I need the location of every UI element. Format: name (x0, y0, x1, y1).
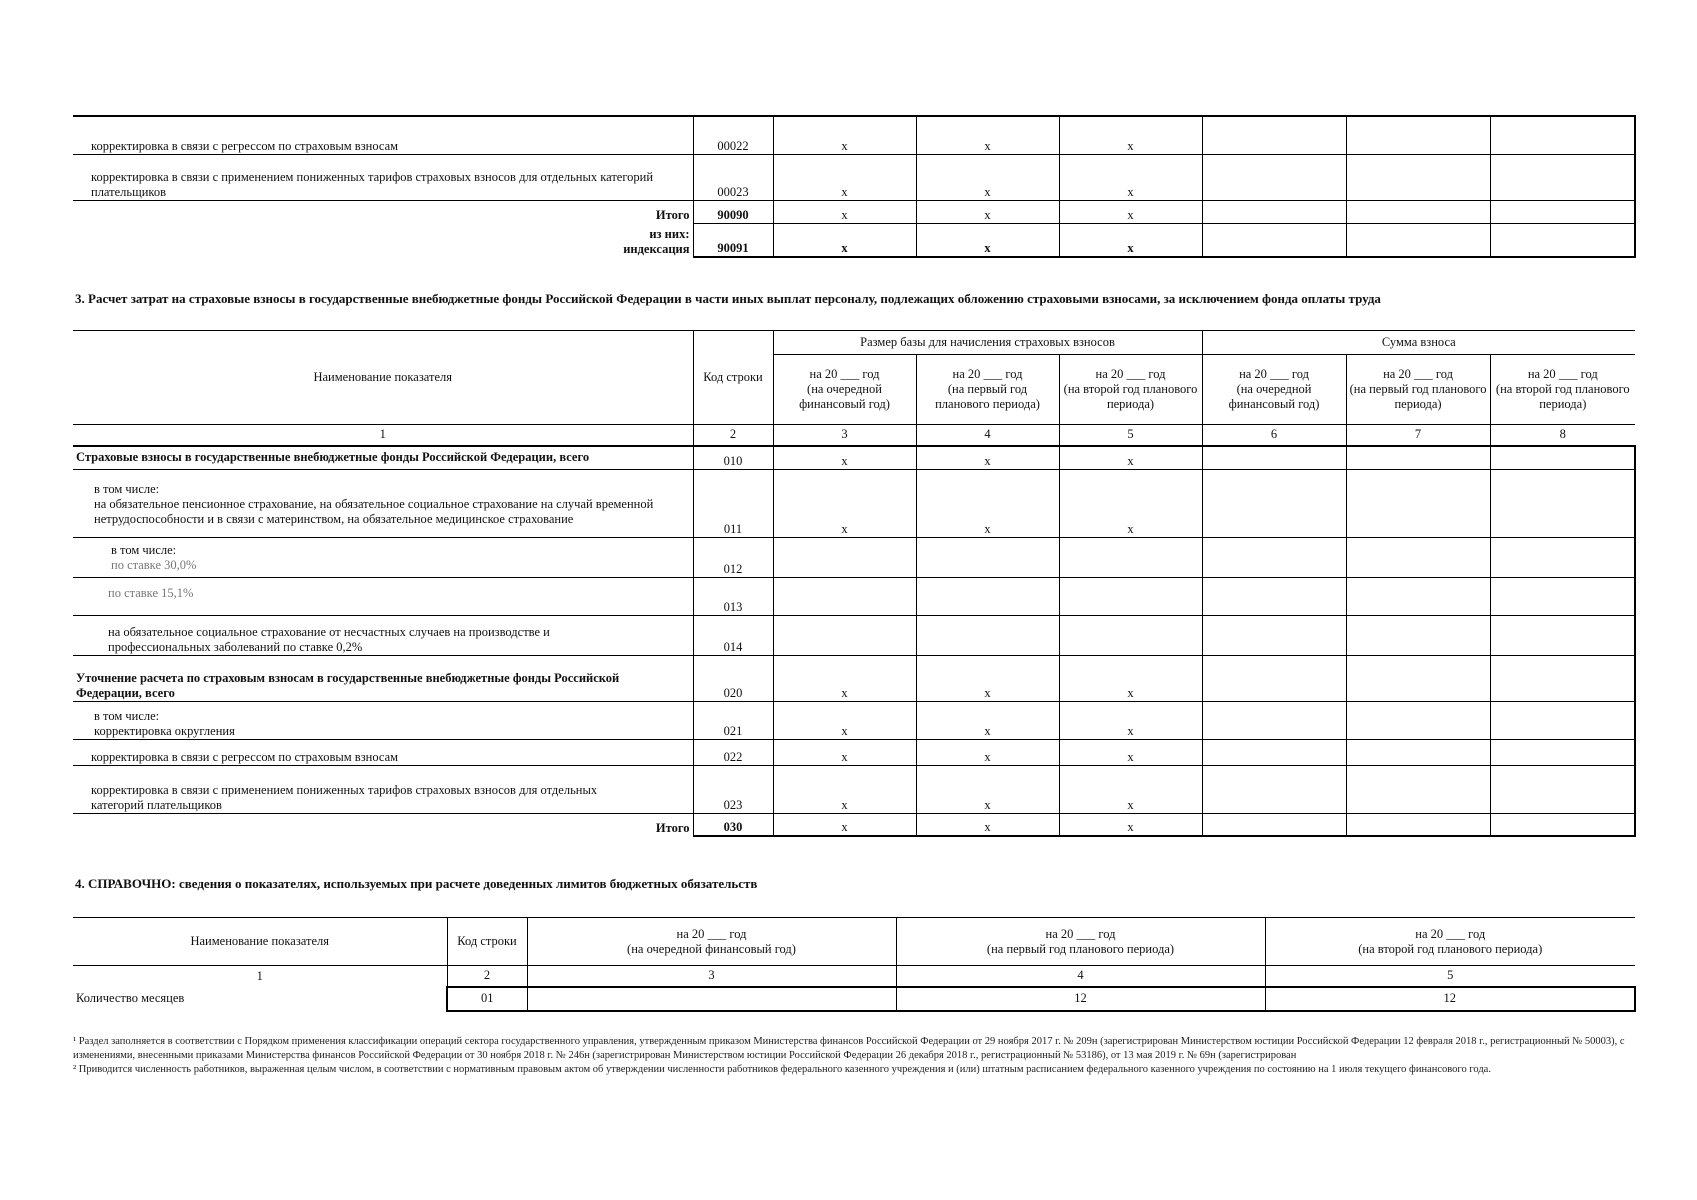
table-row (73, 470, 1635, 538)
col-number: 5 (1447, 968, 1454, 983)
year-line: на 20 ___ год (1239, 367, 1309, 381)
value-cell[interactable] (773, 578, 916, 616)
value-cell[interactable] (773, 538, 916, 578)
x-cell: x (1059, 656, 1202, 702)
x-cell: x (773, 814, 916, 836)
footnote-2: ² Приводится численность работников, выраженная целым числом, в соответствии с нормативным правовым актом об утверждении численности работников федерального казенного учреждения и (или) штатным расписанием федерального казенного учреждения по состоянию на 1 июля текущего финансового года. (73, 1064, 1491, 1075)
row-name: Количество месяцев (76, 991, 185, 1005)
value-cell[interactable] (1346, 656, 1490, 702)
value-cell[interactable] (1059, 616, 1202, 656)
year-line: на 20 ___ год (952, 367, 1023, 381)
period-label: (на первый год планового периода) (1349, 382, 1487, 411)
col-number: 7 (1346, 425, 1490, 446)
row-name-a: из них: (649, 227, 690, 241)
value-cell[interactable] (1490, 154, 1635, 200)
value-cell[interactable] (1346, 814, 1490, 836)
table-row (73, 578, 1635, 616)
x-cell: x (1059, 702, 1202, 740)
year-line: на 20 ___ год (676, 926, 747, 941)
x-cell: x (1059, 154, 1202, 200)
value-cell[interactable] (1490, 702, 1635, 740)
value-cell[interactable] (1059, 538, 1202, 578)
row-name-text: корректировка округления (94, 724, 235, 738)
row-name: корректировка в связи с регрессом по страховым взносам (73, 740, 693, 766)
row-prefix: в том числе: (94, 709, 160, 723)
value-cell[interactable] (1202, 616, 1346, 656)
value-cell[interactable]: 12 (896, 987, 1265, 1011)
x-cell: x (1059, 446, 1202, 470)
value-cell[interactable] (1202, 740, 1346, 766)
section-4-title: 4. СПРАВОЧНО: сведения о показателях, используемых при расчете доведенных лимитов бюджетных обязательств (75, 876, 758, 891)
value-cell[interactable] (1346, 740, 1490, 766)
row-name-text: по ставке 30,0% (111, 558, 197, 572)
year-line: на 20 ___ год (809, 367, 880, 381)
year-line: на 20 ___ год (1415, 926, 1486, 941)
value-cell[interactable]: 12 (1265, 987, 1635, 1011)
section-3-table (73, 330, 1636, 837)
value-cell[interactable] (916, 616, 1059, 656)
col-header-year (1490, 355, 1635, 425)
header-row (73, 331, 1635, 355)
value-cell[interactable] (773, 616, 916, 656)
period-label: (на очередной финансовый год) (1228, 382, 1320, 411)
x-cell: x (916, 740, 1059, 766)
value-cell[interactable] (1202, 578, 1346, 616)
value-cell[interactable] (1202, 154, 1346, 200)
value-cell[interactable] (527, 987, 896, 1011)
x-cell: x (773, 446, 916, 470)
row-code: 00023 (693, 154, 773, 200)
table-row (73, 538, 1635, 578)
x-cell: x (773, 702, 916, 740)
row-name: Итого (73, 200, 693, 223)
row-code: 00022 (693, 116, 773, 154)
value-cell[interactable] (1346, 200, 1490, 223)
x-cell: x (773, 656, 916, 702)
row-name (73, 538, 693, 578)
table-row (73, 656, 1635, 702)
row-name: Итого (73, 814, 693, 836)
value-cell[interactable] (1490, 446, 1635, 470)
x-cell: x (916, 702, 1059, 740)
value-cell[interactable] (1346, 766, 1490, 814)
row-code: 012 (693, 538, 773, 578)
value-cell[interactable] (1490, 538, 1635, 578)
value-cell[interactable] (1346, 616, 1490, 656)
table-row (73, 223, 1635, 257)
col-header-year (773, 355, 916, 425)
column-numbers-row (73, 425, 1635, 446)
row-code: 023 (693, 766, 773, 814)
x-cell: x (1059, 116, 1202, 154)
table-row (73, 987, 1635, 1011)
col-header-year (1202, 355, 1346, 425)
year-line: на 20 ___ год (1095, 367, 1166, 381)
x-cell: x (1059, 223, 1202, 257)
row-name: корректировка в связи с применением пониженных тарифов страховых взносов для отдельных категорий плательщиков (73, 154, 693, 200)
table-row (73, 154, 1635, 200)
value-cell[interactable] (916, 538, 1059, 578)
row-name: корректировка в связи с регрессом по страховым взносам (73, 116, 693, 154)
value-cell[interactable] (1202, 200, 1346, 223)
value-cell[interactable] (916, 578, 1059, 616)
table-row (73, 766, 1635, 814)
value-cell[interactable] (1346, 578, 1490, 616)
table-row (73, 200, 1635, 223)
row-code: 021 (693, 702, 773, 740)
col-header-year (1059, 355, 1202, 425)
x-cell: x (916, 200, 1059, 223)
col-header-code: Код строки (447, 918, 527, 966)
value-cell[interactable] (1490, 116, 1635, 154)
value-cell[interactable] (1490, 470, 1635, 538)
row-code: 90091 (693, 223, 773, 257)
year-line: на 20 ___ год (1045, 926, 1116, 941)
x-cell: x (773, 740, 916, 766)
x-cell: x (1059, 814, 1202, 836)
col-number: 1 (256, 968, 263, 983)
row-code: 014 (693, 616, 773, 656)
row-name: корректировка в связи с применением пониженных тарифов страховых взносов для отдельных категорий плательщиков (73, 766, 693, 814)
value-cell[interactable] (1202, 446, 1346, 470)
year-line: на 20 ___ год (1527, 367, 1598, 381)
period-label: (на очередной финансовый год) (799, 382, 890, 411)
value-cell[interactable] (1490, 740, 1635, 766)
row-code: 010 (693, 446, 773, 470)
value-cell[interactable] (1346, 116, 1490, 154)
x-cell: x (916, 223, 1059, 257)
col-header-year (1346, 355, 1490, 425)
x-cell: x (1059, 470, 1202, 538)
x-cell: x (916, 814, 1059, 836)
period-label: (на первый год планового периода) (935, 382, 1040, 411)
row-prefix: в том числе: (111, 543, 177, 557)
value-cell[interactable] (1346, 470, 1490, 538)
col-number: 3 (527, 966, 896, 987)
row-name (73, 470, 693, 538)
col-header-year (896, 918, 1265, 966)
value-cell[interactable] (1490, 578, 1635, 616)
table-row (73, 116, 1635, 154)
col-header-year (527, 918, 896, 966)
x-cell: x (916, 116, 1059, 154)
col-number: 6 (1202, 425, 1346, 446)
section-3-title: 3. Расчет затрат на страховые взносы в государственные внебюджетные фонды Российской Федерации в части иных выплат персоналу, подлежащих обложению страховыми взносами, за исключением фонда оплаты труда (75, 291, 1381, 306)
value-cell[interactable] (1346, 702, 1490, 740)
col-number: 4 (896, 966, 1265, 987)
value-cell[interactable] (1490, 616, 1635, 656)
col-number: 4 (916, 425, 1059, 446)
x-cell: x (773, 116, 916, 154)
col-header-year (916, 355, 1059, 425)
section-4-table (73, 917, 1636, 1012)
period-label: (на первый год планового периода) (986, 941, 1175, 956)
value-cell[interactable] (1059, 578, 1202, 616)
x-cell: x (773, 154, 916, 200)
value-cell[interactable] (1346, 223, 1490, 257)
value-cell[interactable] (1490, 656, 1635, 702)
col-number: 2 (447, 966, 527, 987)
table-row (73, 740, 1635, 766)
row-code: 030 (693, 814, 773, 836)
value-cell[interactable] (1202, 538, 1346, 578)
col-group-base: Размер базы для начисления страховых взносов (773, 331, 1202, 355)
x-cell: x (916, 656, 1059, 702)
row-code: 01 (447, 987, 527, 1011)
continuation-table (73, 115, 1636, 258)
row-code: 022 (693, 740, 773, 766)
col-header-code: Код строки (693, 331, 773, 425)
row-code: 020 (693, 656, 773, 702)
header-row (73, 918, 1635, 966)
value-cell[interactable] (1346, 446, 1490, 470)
x-cell: x (773, 766, 916, 814)
col-number: 1 (379, 427, 386, 442)
col-number: 8 (1559, 427, 1566, 442)
x-cell: x (916, 154, 1059, 200)
col-number: 5 (1059, 425, 1202, 446)
value-cell[interactable] (1490, 766, 1635, 814)
column-numbers-row (73, 966, 1635, 987)
x-cell: x (916, 470, 1059, 538)
col-number: 3 (773, 425, 916, 446)
value-cell[interactable] (1202, 116, 1346, 154)
row-prefix: в том числе: (94, 482, 160, 496)
row-name: Страховые взносы в государственные внебюджетные фонды Российской Федерации, всего (73, 446, 693, 470)
value-cell[interactable] (1202, 702, 1346, 740)
x-cell: x (1059, 200, 1202, 223)
period-label: (на очередной финансовый год) (627, 941, 796, 956)
x-cell: x (773, 223, 916, 257)
value-cell[interactable] (1202, 656, 1346, 702)
x-cell: x (773, 470, 916, 538)
table-row (73, 446, 1635, 470)
value-cell[interactable] (1490, 200, 1635, 223)
value-cell[interactable] (1490, 814, 1635, 836)
period-label: (на второй год планового периода) (1358, 941, 1543, 956)
col-group-sum: Сумма взноса (1202, 331, 1635, 355)
value-cell[interactable] (1202, 814, 1346, 836)
x-cell: x (916, 446, 1059, 470)
col-header-year (1265, 918, 1635, 966)
value-cell[interactable] (1346, 538, 1490, 578)
row-code: 013 (693, 578, 773, 616)
x-cell: x (916, 766, 1059, 814)
x-cell: x (1059, 766, 1202, 814)
table-row (73, 814, 1635, 836)
footnote-1: ¹ Раздел заполняется в соответствии с Порядком применения классификации операций сектора государственного управления, утвержденным приказом Министерства финансов Российской Федерации от 29 ноября 2017 г. № 209н (зарегистрирован Министерством юстиции Российской Федерации 12 февраля 2018 г., регистрационный № 50003), с изменениями, внесенными приказами Министерства финансов Российской Федерации от 30 ноября 2018 г. № 246н (зарегистрирован Министерством юстиции Российской Федерации 26 декабря 2018 г., регистрационный № 53186), от 13 мая 2019 г. № 69н (зарегистрирован (73, 1036, 1625, 1061)
value-cell[interactable] (1346, 154, 1490, 200)
period-label: (на второй год планового периода) (1063, 382, 1198, 411)
row-name-text: на обязательное пенсионное страхование, на обязательное социальное страхование на случай временной нетрудоспособности и в связи с материнством, на обязательное медицинское страхование (94, 497, 654, 526)
x-cell: x (773, 200, 916, 223)
year-line: на 20 ___ год (1383, 367, 1453, 381)
value-cell[interactable] (1202, 470, 1346, 538)
value-cell[interactable] (1202, 223, 1346, 257)
col-header-name: Наименование показателя (73, 918, 447, 966)
row-name (73, 702, 693, 740)
period-label: (на второй год планового периода) (1495, 382, 1630, 411)
row-code: 011 (693, 470, 773, 538)
table-row (73, 702, 1635, 740)
value-cell[interactable] (1490, 223, 1635, 257)
row-name: на обязательное социальное страхование от несчастных случаев на производстве и профессиональных заболеваний по ставке 0,2% (73, 616, 693, 656)
x-cell: x (1059, 740, 1202, 766)
row-name (73, 223, 693, 257)
table-row (73, 616, 1635, 656)
row-name: по ставке 15,1% (73, 578, 693, 616)
value-cell[interactable] (1202, 766, 1346, 814)
col-header-name: Наименование показателя (73, 331, 693, 425)
row-name: Уточнение расчета по страховым взносам в государственные внебюджетные фонды Российской Федерации, всего (73, 656, 693, 702)
row-name-b: индексация (623, 242, 690, 256)
row-code: 90090 (693, 200, 773, 223)
col-number: 2 (693, 425, 773, 446)
